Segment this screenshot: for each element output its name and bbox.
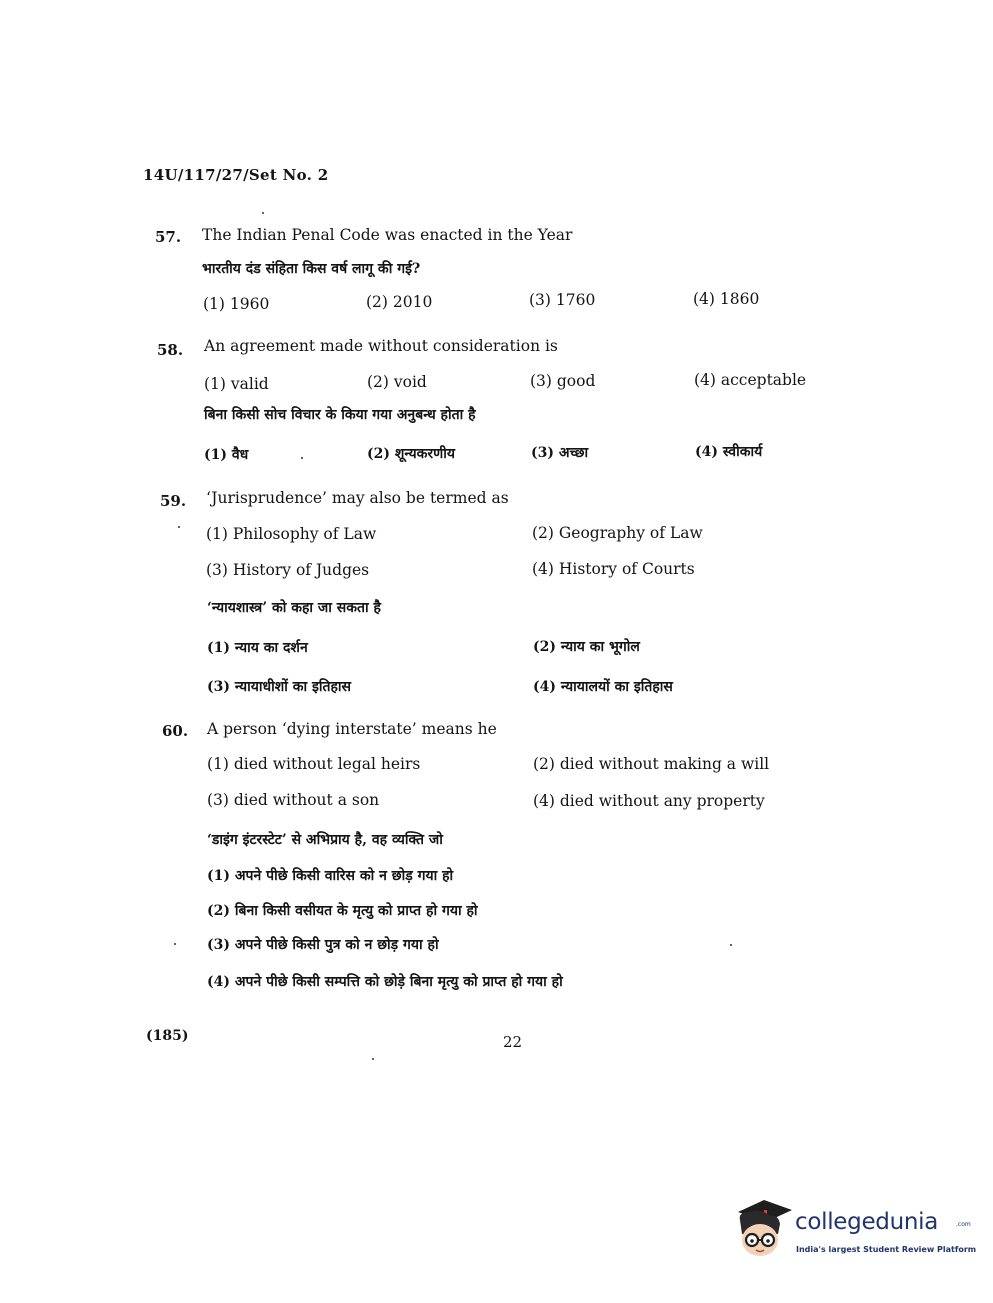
- option-hi-4: (4) अपने पीछे किसी सम्पत्ति को छोड़े बिना मृत्यु को प्राप्त हो गया हो: [207, 974, 563, 990]
- option-4: (4) died without any property: [533, 792, 765, 810]
- page-number: 22: [503, 1033, 523, 1051]
- option-hi-4: (4) न्यायालयों का इतिहास: [533, 679, 673, 695]
- question-text-hi: भारतीय दंड संहिता किस वर्ष लागू की गई?: [202, 261, 421, 277]
- question-text-hi: ‘न्यायशास्त्र’ को कहा जा सकता है: [207, 600, 381, 616]
- option-2: (2) 2010: [366, 293, 433, 311]
- option-1: (1) died without legal heirs: [207, 755, 421, 773]
- set-code: 14U/117/27/Set No. 2: [143, 166, 329, 184]
- brand-name: collegedunia: [795, 1209, 939, 1235]
- option-2: (2) Geography of Law: [532, 524, 703, 542]
- scan-speck: [174, 943, 176, 945]
- question-number: 59.: [160, 492, 187, 510]
- option-4: (4) acceptable: [694, 371, 807, 389]
- option-hi-2: (2) न्याय का भूगोल: [533, 639, 640, 655]
- option-hi-1: (1) अपने पीछे किसी वारिस को न छोड़ गया हो: [207, 868, 454, 884]
- mascot-icon: [734, 1198, 796, 1262]
- footer-code: (185): [146, 1028, 189, 1044]
- option-hi-4: (4) स्वीकार्य: [695, 444, 763, 460]
- question-number: 57.: [155, 228, 182, 246]
- option-hi-2: (2) बिना किसी वसीयत के मृत्यु को प्राप्त हो गया हो: [207, 903, 478, 919]
- question-number: 58.: [157, 341, 184, 359]
- option-hi-3: (3) न्यायाधीशों का इतिहास: [207, 679, 351, 695]
- option-3: (3) 1760: [529, 291, 596, 309]
- option-1: (1) valid: [204, 375, 269, 393]
- scan-speck: [372, 1058, 374, 1060]
- question-text-hi: ‘डाइंग इंटरस्टेट’ से अभिप्राय है, वह व्यक्ति जो: [207, 832, 443, 848]
- option-4: (4) History of Courts: [532, 560, 695, 578]
- question-text-en: ‘Jurisprudence’ may also be termed as: [206, 489, 509, 507]
- question-text-hi: बिना किसी सोच विचार के किया गया अनुबन्ध होता है: [204, 407, 476, 423]
- question-number: 60.: [162, 722, 189, 740]
- option-hi-2: (2) शून्यकरणीय: [367, 446, 455, 462]
- brand-tagline: India's largest Student Review Platform: [796, 1245, 977, 1254]
- option-1: (1) Philosophy of Law: [206, 525, 377, 543]
- option-2: (2) died without making a will: [533, 755, 770, 773]
- scan-speck: [730, 944, 732, 946]
- option-4: (4) 1860: [693, 290, 760, 308]
- option-3: (3) good: [530, 372, 596, 390]
- scan-speck: [301, 457, 303, 459]
- brand-domain: .com: [956, 1221, 971, 1228]
- question-text-en: An agreement made without consideration is: [204, 337, 558, 355]
- option-1: (1) 1960: [203, 295, 270, 313]
- scan-speck: [178, 526, 180, 528]
- option-3: (3) History of Judges: [206, 561, 370, 579]
- option-2: (2) void: [367, 373, 427, 391]
- question-text-en: The Indian Penal Code was enacted in the Year: [202, 226, 573, 244]
- scan-speck: [262, 212, 264, 214]
- option-hi-3: (3) अच्छा: [531, 445, 589, 461]
- option-hi-1: (1) वैध: [204, 447, 249, 463]
- option-hi-1: (1) न्याय का दर्शन: [207, 640, 308, 656]
- option-hi-3: (3) अपने पीछे किसी पुत्र को न छोड़ गया हो: [207, 937, 439, 953]
- question-text-en: A person ‘dying interstate’ means he: [207, 720, 497, 738]
- option-3: (3) died without a son: [207, 791, 380, 809]
